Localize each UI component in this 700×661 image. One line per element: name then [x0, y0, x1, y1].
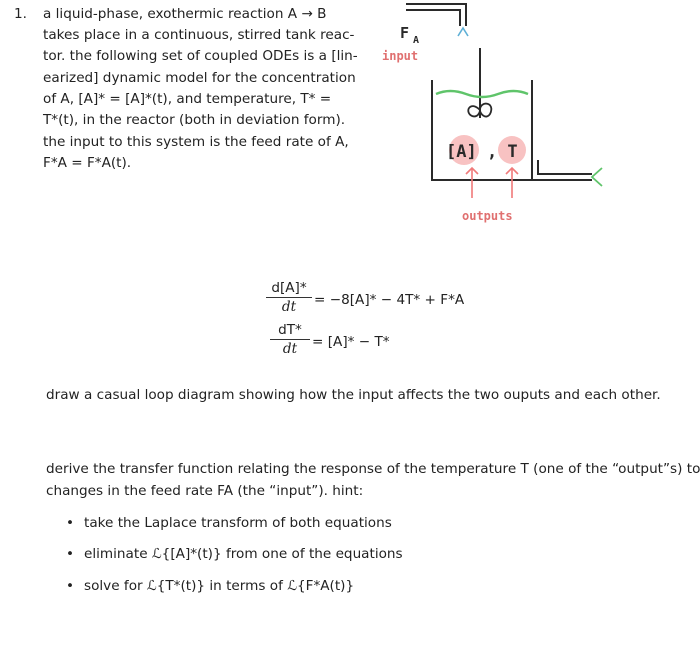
hint-text: eliminate ℒ{[A]*(t)} from one of the equations: [84, 546, 403, 562]
problem-line-2: takes place in a continuous, stirred tank reac-: [43, 27, 355, 43]
problem-line-5: of A, [A]* = [A]*(t), and temperature, T* =: [43, 91, 332, 107]
problem-line-4: earized] dynamic model for the concentration: [43, 70, 356, 86]
reactor-sketch: [370, 0, 690, 240]
input-symbol: F: [400, 24, 410, 42]
eq1-numerator: d[A]*: [266, 280, 312, 298]
hint-text: take the Laplace transform of both equations: [84, 515, 392, 531]
hint-text: solve for ℒ{T*(t)} in terms of ℒ{F*A(t)}: [84, 578, 355, 594]
input-subscript: A: [413, 35, 420, 46]
problem-number: 1.: [14, 6, 27, 22]
problem-line-7: the input to this system is the feed rate of A,: [43, 134, 349, 150]
outputs-text: [A] , T: [446, 142, 518, 162]
tank-outline: [432, 80, 532, 180]
feed-flow-marks: [458, 28, 468, 36]
task-transfer-line-2: changes in the feed rate FA (the “input”). hint:: [46, 483, 364, 499]
bullet-icon: •: [66, 515, 75, 531]
output-arrow-A: [466, 168, 478, 198]
hint-item: [66, 515, 392, 531]
feed-pipe: [406, 4, 466, 26]
eq1-denominator: dt: [281, 299, 297, 315]
liquid-level: [436, 91, 528, 97]
eq2-denominator: dt: [282, 341, 298, 357]
problem-line-1: a liquid-phase, exothermic reaction A → B: [43, 6, 327, 22]
outlet-flow-marks: [592, 168, 602, 186]
output-arrow-T: [506, 168, 518, 198]
outputs-label: outputs: [462, 209, 513, 223]
outlet-pipe: [532, 160, 592, 180]
bullet-icon: •: [66, 578, 75, 594]
bullet-icon: •: [66, 546, 75, 562]
problem-line-8: F*A = F*A(t).: [43, 155, 132, 171]
problem-line-3: tor. the following set of coupled ODEs is a [lin-: [43, 48, 358, 64]
eq1-rhs: = −8[A]* − 4T* + F*A: [314, 292, 465, 308]
hint-item: [66, 546, 403, 562]
task-transfer-line-1: derive the transfer function relating the response of the temperature T (one of the “output”s) to: [46, 461, 700, 477]
eq2-rhs: = [A]* − T*: [312, 334, 390, 350]
problem-line-6: T*(t), in the reactor (both in deviation form).: [43, 112, 346, 128]
task-causal-loop: draw a casual loop diagram showing how the input affects the two ouputs and each other.: [46, 387, 661, 403]
eq2-numerator: dT*: [270, 322, 310, 340]
input-label: input: [382, 49, 419, 63]
hint-item: [66, 578, 354, 594]
